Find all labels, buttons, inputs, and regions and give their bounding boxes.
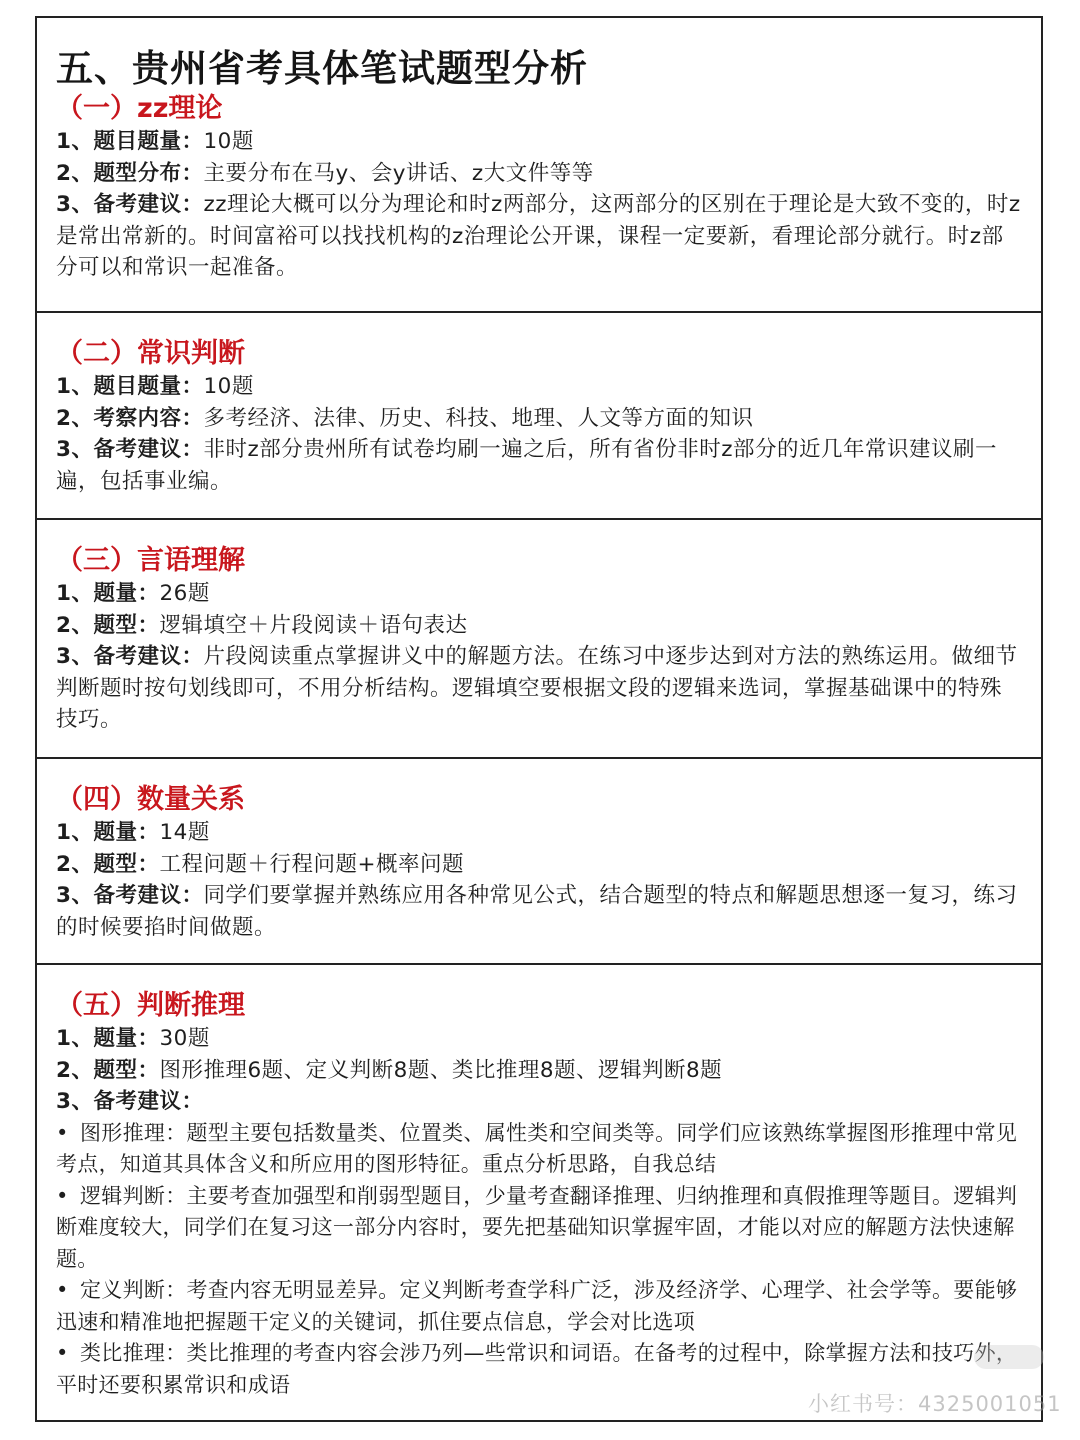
- line-label: 2、题型：: [56, 851, 160, 877]
- line-text: zz理论大概可以分为理论和时z两部分，这两部分的区别在于理论是大致不变的，时z是常出常新的。时间富裕可以找找机构的z治理论公开课，课程一定要新，看理论部分就行。时z部分可以和常识一起准备。: [56, 192, 1021, 280]
- section-heading: （二）常识判断: [56, 338, 245, 369]
- bullet-item: [56, 1181, 1021, 1276]
- info-line: [56, 126, 1021, 158]
- info-paragraph: [56, 641, 1021, 736]
- info-paragraph: [56, 880, 1021, 943]
- line-text: 图形推理6题、定义判断8题、类比推理8题、逻辑判断8题: [159, 1057, 723, 1083]
- line-label: 1、题目题量：: [56, 374, 204, 399]
- info-line: [56, 578, 1021, 610]
- bullet-item: [56, 1118, 1021, 1181]
- line-text: 非时z部分贵州所有试卷均刷一遍之后，所有省份非时z部分的近几年常识建议刷一遍，包括事业编。: [56, 437, 998, 494]
- line-label: 2、题型分布：: [56, 160, 204, 186]
- info-line: [56, 1023, 1021, 1055]
- watermark-logo-icon: [974, 1345, 1044, 1369]
- info-line: [56, 610, 1021, 642]
- section-quantitative: [37, 759, 1041, 965]
- page-title: 五、贵州省考具体笔试题型分析: [56, 47, 588, 90]
- info-line: [56, 1086, 1021, 1118]
- info-paragraph: [56, 189, 1021, 284]
- bullet-text: 类比推理：类比推理的考查内容会涉乃列—些常识和词语。在备考的过程中，除掌握方法和技巧外，平时还要积累常识和成语: [56, 1341, 1018, 1397]
- line-label: 1、题量：: [56, 1026, 160, 1051]
- section-politics: [37, 18, 1041, 313]
- info-line: [56, 817, 1021, 849]
- line-label: 3、备考建议：: [56, 883, 204, 908]
- content-frame: [35, 16, 1043, 1422]
- section-common-sense: [37, 313, 1041, 520]
- line-text: 14题: [159, 820, 210, 845]
- section-heading: （五）判断推理: [56, 990, 245, 1021]
- line-text: 片段阅读重点掌握讲义中的解题方法。在练习中逐步达到对方法的熟练运用。做细节判断题时按句划线即可，不用分析结构。逻辑填空要根据文段的逻辑来选词，掌握基础课中的特殊技巧。: [56, 644, 1018, 732]
- line-text: 26题: [159, 581, 210, 606]
- line-text: 10题: [203, 129, 254, 154]
- line-text: 30题: [159, 1026, 210, 1051]
- line-text: 工程问题＋行程问题+概率问题: [159, 851, 464, 877]
- bullet-dot-icon: •: [56, 1341, 69, 1365]
- line-label: 1、题目题量：: [56, 129, 204, 154]
- line-label: 1、题量：: [56, 820, 160, 845]
- bullet-text: 图形推理：题型主要包括数量类、位置类、属性类和空间类等。同学们应该熟练掌握图形推理中常见考点，知道其具体含义和所应用的图形特征。重点分析思路，自我总结: [56, 1120, 1018, 1176]
- line-text: 逻辑填空＋片段阅读＋语句表达: [159, 612, 468, 638]
- line-label: 2、题型：: [56, 1057, 160, 1083]
- section-reasoning: [37, 965, 1041, 1422]
- info-line: [56, 371, 1021, 403]
- info-line: [56, 849, 1021, 881]
- line-text: 10题: [203, 374, 254, 399]
- info-line: [56, 403, 1021, 435]
- line-label: 3、备考建议：: [56, 192, 204, 217]
- line-label: 3、备考建议：: [56, 1089, 204, 1114]
- line-text: 多考经济、法律、历史、科技、地理、人文等方面的知识: [203, 405, 754, 431]
- bullet-item: [56, 1275, 1021, 1338]
- section-verbal: [37, 520, 1041, 759]
- line-label: 2、题型：: [56, 612, 160, 638]
- bullet-text: 定义判断：考查内容无明显差异。定义判断考查学科广泛，涉及经济学、心理学、社会学等。要能够迅速和精准地把握题干定义的关键词，抓住要点信息，学会对比选项: [56, 1278, 1018, 1334]
- line-label: 1、题量：: [56, 581, 160, 606]
- bullet-dot-icon: •: [56, 1183, 69, 1208]
- line-label: 3、备考建议：: [56, 437, 204, 462]
- bullet-dot-icon: •: [56, 1278, 69, 1302]
- section-heading: （四）数量关系: [56, 784, 245, 815]
- line-text: 主要分布在马y、会y讲话、z大文件等等: [203, 160, 594, 186]
- line-label: 3、备考建议：: [56, 644, 204, 669]
- bullet-text: 逻辑判断：主要考查加强型和削弱型题目，少量考查翻译推理、归纳推理和真假推理等题目。逻辑判断难度较大，同学们在复习这一部分内容时，要先把基础知识掌握牢固，才能以对应的解题方法快速解题。: [56, 1183, 1018, 1271]
- info-paragraph: [56, 434, 1021, 497]
- info-line: [56, 1055, 1021, 1087]
- section-heading: （三）言语理解: [56, 545, 245, 576]
- section-heading: （一）zz理论: [56, 93, 223, 124]
- line-text: 同学们要掌握并熟练应用各种常见公式，结合题型的特点和解题思想逐一复习，练习的时候要掐时间做题。: [56, 883, 1018, 940]
- watermark: 小红书号：4325001051: [808, 1392, 1062, 1416]
- info-line: [56, 158, 1021, 190]
- line-label: 2、考察内容：: [56, 405, 204, 431]
- bullet-dot-icon: •: [56, 1120, 69, 1145]
